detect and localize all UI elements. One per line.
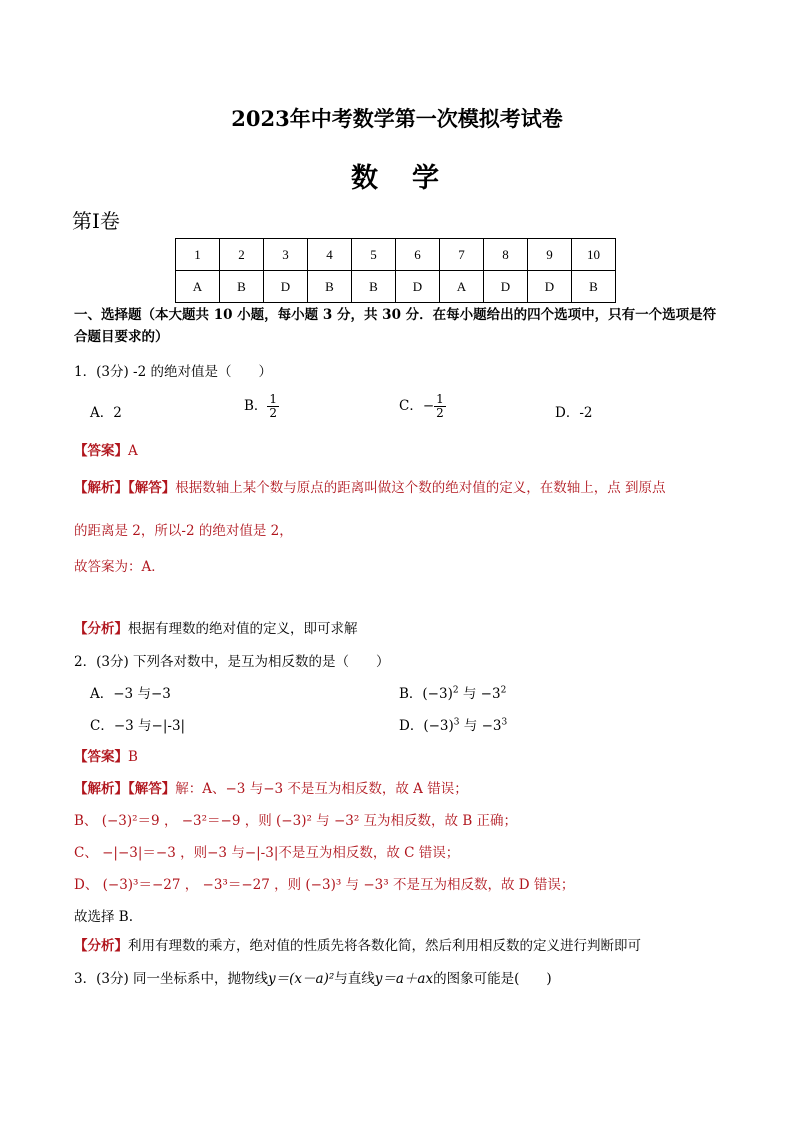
stem-text: 的图象可能是( )	[433, 971, 552, 987]
fraction-denominator: 2	[269, 406, 278, 420]
q1-analysis-line2: 的距离是 2，所以-2 的绝对值是 2，	[74, 523, 293, 539]
option-text: 与 −3	[458, 686, 501, 702]
answer-key-answer-cell: D	[528, 271, 572, 303]
q1-stem: 1．(3分) -2 的绝对值是（ ）	[74, 364, 272, 380]
answer-key-answer-cell: B	[220, 271, 264, 303]
option-text: 与 −3	[459, 718, 502, 734]
answer-key-number-cell: 5	[352, 239, 396, 271]
q2-analysis-d: D、 (−3)³＝−27 ， −3³＝−27 ，则 (−3)³ 与 −3³ 不是互为相反数，故 D 错误；	[74, 877, 575, 893]
option-text: B．(−3)	[399, 686, 453, 702]
answer-key-answer-cell: A	[440, 271, 484, 303]
answer-key-number-cell: 7	[440, 239, 484, 271]
fenxi-text: 利用有理数的乘方，绝对值的性质先将各数化简，然后利用相反数的定义进行判断即可	[128, 938, 641, 954]
answer-key-number-cell: 6	[396, 239, 440, 271]
answer-key-answer-cell: B	[308, 271, 352, 303]
q1-option-b-prefix: B．	[244, 398, 268, 414]
section-heading-line2: 合题目要求的）	[74, 329, 169, 345]
q1-option-c-prefix: C．−	[399, 398, 435, 414]
answer-key-number-cell: 8	[484, 239, 528, 271]
q2-conclusion: 故选择 B.	[74, 909, 134, 925]
answer-tag: 【答案】	[74, 443, 128, 459]
analysis-text: 解：A、−3 与−3 不是互为相反数，故 A 错误；	[175, 781, 468, 797]
line-formula: y＝a＋ax	[374, 971, 434, 987]
stem-text: 3．(3分) 同一坐标系中，抛物线	[74, 971, 269, 987]
answer-value: A	[128, 443, 138, 459]
exponent: 2	[500, 685, 507, 696]
analysis-text: 根据数轴上某个数与原点的距离叫做这个数的绝对值的定义，在数轴上，点 到原点	[175, 480, 666, 496]
q3-stem	[74, 967, 552, 987]
q2-option-d	[399, 714, 507, 734]
analysis-tag: 【解析】【解答】	[74, 781, 176, 797]
answer-key-number-cell: 9	[528, 239, 572, 271]
q1-answer	[74, 439, 138, 459]
q2-option-a: A．−3 与−3	[90, 686, 171, 702]
answer-key-number-row	[176, 239, 616, 271]
q2-option-c: C．−3 与−|-3|	[90, 718, 186, 734]
q2-analysis-c: C、 −|−3|＝−3 ，则−3 与−|-3|不是互为相反数，故 C 错误；	[74, 845, 460, 861]
q2-stem: 2．(3分) 下列各对数中，是互为相反数的是（ ）	[74, 654, 390, 670]
q1-analysis-line3: 故答案为：A．	[74, 559, 165, 575]
volume-label: 第Ⅰ卷	[72, 209, 120, 233]
fenxi-tag: 【分析】	[74, 938, 128, 954]
fraction-denominator: 2	[436, 406, 444, 420]
subject-char-2: 学	[412, 163, 443, 194]
exponent: 3	[453, 717, 460, 728]
answer-key-answer-cell: D	[264, 271, 308, 303]
exponent: 2	[452, 685, 459, 696]
stem-text: 与直线	[334, 971, 375, 987]
subject-title	[0, 156, 794, 195]
answer-key-number-cell: 3	[264, 239, 308, 271]
q1-option-b	[244, 393, 279, 420]
fenxi-text: 根据有理数的绝对值的定义，即可求解	[128, 621, 358, 637]
answer-key-answer-cell: B	[352, 271, 396, 303]
q1-fenxi	[74, 617, 358, 637]
q2-answer	[74, 745, 138, 765]
answer-key-number-cell: 4	[308, 239, 352, 271]
exponent: 3	[501, 717, 508, 728]
q1-analysis-line1	[74, 476, 666, 496]
answer-key-number-cell: 2	[220, 239, 264, 271]
q1-option-d: D．-2	[555, 405, 593, 421]
q1-option-c	[399, 393, 446, 420]
subject-char-1: 数	[351, 163, 382, 194]
fraction-numerator: 1	[436, 392, 444, 406]
option-text: D．(−3)	[399, 718, 454, 734]
q2-analysis-b: B、 (−3)²＝9 ， −3²＝−9 ，则 (−3)² 与 −3² 互为相反数，故 B 正确；	[74, 813, 518, 829]
answer-key-answer-cell: B	[572, 271, 616, 303]
analysis-tag: 【解析】【解答】	[74, 480, 176, 496]
q2-option-b	[399, 682, 506, 702]
fraction-numerator: 1	[269, 392, 278, 406]
answer-value: B	[128, 749, 138, 765]
answer-key-answer-row	[176, 271, 616, 303]
q1-option-a: A．2	[90, 405, 122, 421]
answer-key-table	[175, 238, 616, 303]
exam-title: 2023年中考数学第一次模拟考试卷	[231, 106, 563, 131]
answer-tag: 【答案】	[74, 749, 128, 765]
q2-analysis-line1	[74, 777, 468, 797]
answer-key-number-cell: 10	[572, 239, 616, 271]
answer-key-answer-cell: D	[396, 271, 440, 303]
section-heading-line1: 一、选择题（本大题共 10 小题，每小题 3 分，共 30 分．在每小题给出的四个选项中，只有一个选项是符	[74, 307, 717, 323]
fenxi-tag: 【分析】	[74, 621, 128, 637]
q1-option-b-fraction	[267, 393, 279, 420]
q1-option-c-fraction	[434, 393, 446, 420]
parabola-formula: y＝(x－a)²	[268, 971, 335, 987]
q2-fenxi	[74, 934, 641, 954]
answer-key-answer-cell: A	[176, 271, 220, 303]
answer-key-number-cell: 1	[176, 239, 220, 271]
answer-key-answer-cell: D	[484, 271, 528, 303]
